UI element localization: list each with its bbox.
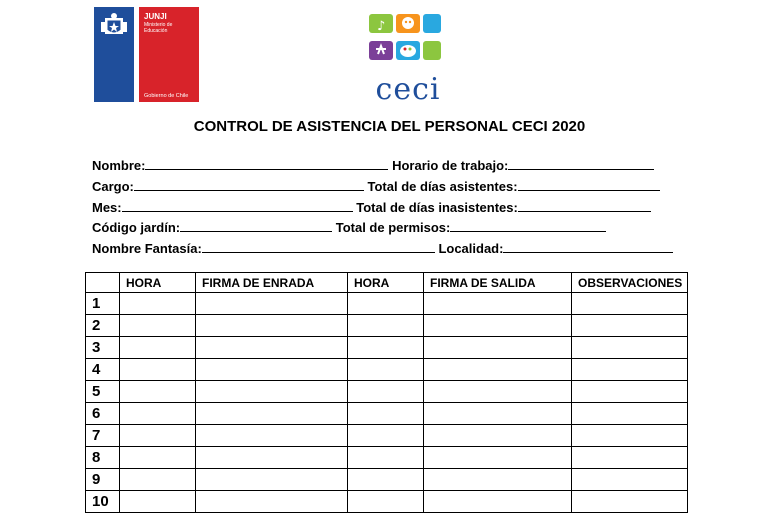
firma-salida-cell[interactable]	[424, 315, 572, 337]
nombre-fantasia-label: Nombre Fantasía:	[92, 241, 202, 256]
firma-entrada-cell[interactable]	[196, 447, 348, 469]
dias-inasistentes-blank[interactable]	[518, 200, 651, 212]
hora-salida-cell[interactable]	[348, 315, 424, 337]
observaciones-cell[interactable]	[572, 469, 688, 491]
firma-entrada-cell[interactable]	[196, 491, 348, 513]
table-row	[86, 425, 688, 447]
hora-entrada-cell[interactable]	[120, 447, 196, 469]
observaciones-cell[interactable]	[572, 491, 688, 513]
column-header-firma-salida: FIRMA DE SALIDA	[424, 273, 572, 293]
row-number: 1	[86, 293, 120, 315]
dias-asistentes-label: Total de días asistentes:	[367, 179, 518, 194]
hora-salida-cell[interactable]	[348, 293, 424, 315]
cargo-blank[interactable]	[134, 179, 364, 191]
hora-salida-cell[interactable]	[348, 381, 424, 403]
mes-label: Mes:	[92, 200, 122, 215]
hora-salida-cell[interactable]	[348, 491, 424, 513]
column-header-observaciones: OBSERVACIONES	[572, 273, 688, 293]
firma-salida-cell[interactable]	[424, 425, 572, 447]
firma-entrada-cell[interactable]	[196, 293, 348, 315]
column-header-hora-salida: HORA	[348, 273, 424, 293]
hora-entrada-cell[interactable]	[120, 491, 196, 513]
row-number: 3	[86, 337, 120, 359]
firma-entrada-cell[interactable]	[196, 315, 348, 337]
junji-logo-name: JUNJI	[144, 12, 167, 21]
hora-entrada-cell[interactable]	[120, 403, 196, 425]
table-row	[86, 447, 688, 469]
codigo-jardin-label: Código jardín:	[92, 220, 181, 235]
firma-salida-cell[interactable]	[424, 337, 572, 359]
table-body	[86, 293, 688, 513]
hora-salida-cell[interactable]	[348, 337, 424, 359]
hora-entrada-cell[interactable]	[120, 315, 196, 337]
hora-entrada-cell[interactable]	[120, 425, 196, 447]
firma-entrada-cell[interactable]	[196, 425, 348, 447]
hora-salida-cell[interactable]	[348, 403, 424, 425]
row-number: 6	[86, 403, 120, 425]
table-row	[86, 359, 688, 381]
dias-inasistentes-label: Total de días inasistentes:	[356, 200, 518, 215]
field-row-5	[92, 241, 673, 256]
horario-label: Horario de trabajo:	[392, 158, 509, 173]
firma-salida-cell[interactable]	[424, 491, 572, 513]
observaciones-cell[interactable]	[572, 381, 688, 403]
junji-logo-ministry: Ministerio de Educación	[144, 22, 173, 34]
firma-salida-cell[interactable]	[424, 293, 572, 315]
horario-blank[interactable]	[508, 158, 654, 170]
permisos-blank[interactable]	[450, 220, 606, 232]
nombre-blank[interactable]	[145, 158, 388, 170]
hora-entrada-cell[interactable]	[120, 359, 196, 381]
document-title: CONTROL DE ASISTENCIA DEL PERSONAL CECI 2020	[193, 118, 586, 135]
ceci-logo	[366, 14, 448, 107]
field-row-1	[92, 158, 654, 173]
hora-entrada-cell[interactable]	[120, 337, 196, 359]
dias-asistentes-blank[interactable]	[518, 179, 660, 191]
table-row	[86, 315, 688, 337]
localidad-label: Localidad:	[438, 241, 504, 256]
observaciones-cell[interactable]	[572, 425, 688, 447]
row-number: 4	[86, 359, 120, 381]
table-row	[86, 403, 688, 425]
firma-entrada-cell[interactable]	[196, 403, 348, 425]
hora-entrada-cell[interactable]	[120, 381, 196, 403]
firma-salida-cell[interactable]	[424, 403, 572, 425]
row-number: 2	[86, 315, 120, 337]
table-row	[86, 381, 688, 403]
ceci-arts-icon	[366, 14, 448, 64]
hora-salida-cell[interactable]	[348, 425, 424, 447]
row-number: 9	[86, 469, 120, 491]
row-number: 7	[86, 425, 120, 447]
row-number: 10	[86, 491, 120, 513]
observaciones-cell[interactable]	[572, 293, 688, 315]
table-row	[86, 469, 688, 491]
firma-salida-cell[interactable]	[424, 469, 572, 491]
field-row-3	[92, 200, 651, 215]
attendance-table	[85, 272, 688, 513]
hora-salida-cell[interactable]	[348, 359, 424, 381]
table-row	[86, 491, 688, 513]
column-header-number	[86, 273, 120, 293]
table-row	[86, 293, 688, 315]
firma-salida-cell[interactable]	[424, 359, 572, 381]
firma-entrada-cell[interactable]	[196, 359, 348, 381]
junji-logo	[94, 7, 199, 102]
firma-salida-cell[interactable]	[424, 381, 572, 403]
codigo-jardin-blank[interactable]	[180, 220, 332, 232]
hora-entrada-cell[interactable]	[120, 293, 196, 315]
observaciones-cell[interactable]	[572, 315, 688, 337]
hora-salida-cell[interactable]	[348, 447, 424, 469]
firma-entrada-cell[interactable]	[196, 381, 348, 403]
nombre-fantasia-blank[interactable]	[202, 241, 435, 253]
junji-logo-divider	[134, 7, 139, 102]
hora-salida-cell[interactable]	[348, 469, 424, 491]
localidad-blank[interactable]	[503, 241, 673, 253]
nombre-label: Nombre:	[92, 158, 146, 173]
firma-salida-cell[interactable]	[424, 447, 572, 469]
hora-entrada-cell[interactable]	[120, 469, 196, 491]
firma-entrada-cell[interactable]	[196, 469, 348, 491]
column-header-hora-entrada: HORA	[120, 273, 196, 293]
row-number: 8	[86, 447, 120, 469]
table-header-row	[86, 273, 688, 293]
observaciones-cell[interactable]	[572, 447, 688, 469]
observaciones-cell[interactable]	[572, 337, 688, 359]
permisos-label: Total de permisos:	[335, 220, 451, 235]
ceci-logo-word: ceci	[375, 72, 441, 107]
table-row	[86, 337, 688, 359]
row-number: 5	[86, 381, 120, 403]
observaciones-cell[interactable]	[572, 403, 688, 425]
cargo-label: Cargo:	[92, 179, 134, 194]
svg-text:♪: ♪	[377, 19, 386, 34]
junji-logo-government: Gobierno de Chile	[144, 93, 189, 99]
coat-of-arms-icon	[98, 12, 130, 40]
field-row-2	[92, 179, 660, 194]
column-header-firma-entrada: FIRMA DE ENRADA	[196, 273, 348, 293]
firma-entrada-cell[interactable]	[196, 337, 348, 359]
field-row-4	[92, 220, 606, 235]
observaciones-cell[interactable]	[572, 359, 688, 381]
mes-blank[interactable]	[122, 200, 353, 212]
